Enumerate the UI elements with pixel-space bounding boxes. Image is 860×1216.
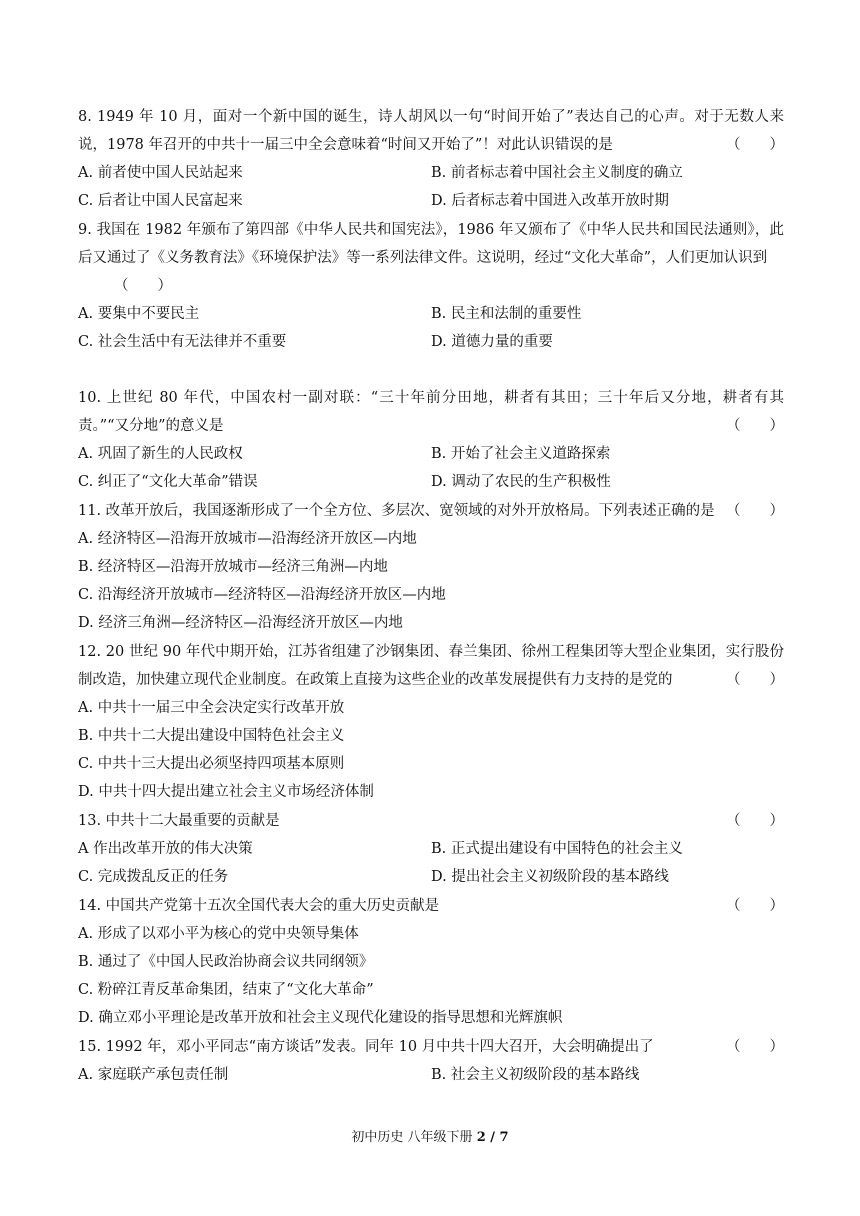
question-stem: 15. 1992 年，邓小平同志“南方谈话”发表。同年 10 月中共十四大召开，大会明确提出了 （ ） [78, 1033, 784, 1061]
question-11 [78, 497, 784, 637]
options [78, 835, 784, 891]
option-d: D. 道德力量的重要 [431, 334, 553, 350]
answer-bracket: （ ） [726, 418, 784, 434]
option-b: B. 社会主义初级阶段的基本路线 [431, 1067, 640, 1083]
option-c: C. 沿海经济开放城市—经济特区—沿海经济开放区—内地 [78, 587, 446, 603]
option-c: C. 社会生活中有无法律并不重要 [78, 334, 287, 350]
options [78, 1061, 784, 1089]
footer-label: 初中历史 八年级下册 [351, 1130, 473, 1145]
option-c: C. 纠正了“文化大革命”错误 [78, 474, 258, 490]
answer-bracket: （ ） [726, 672, 784, 688]
question-stem: 13. 中共十二大最重要的贡献是 （ ） [78, 807, 784, 835]
question-stem: 11. 改革开放后，我国逐渐形成了一个全方位、多层次、宽领域的对外开放格局。下列表述正确的是 （ ） [78, 497, 784, 525]
option-b: B. 中共十二大提出建设中国特色社会主义 [78, 728, 345, 744]
option-d: D. 提出社会主义初级阶段的基本路线 [431, 869, 669, 885]
option-b: B. 经济特区—沿海开放城市—经济三角洲—内地 [78, 559, 388, 575]
option-a: A. 经济特区—沿海开放城市—沿海经济开放区—内地 [78, 531, 417, 547]
question-15 [78, 1033, 784, 1089]
options [78, 300, 784, 356]
question-12 [78, 638, 784, 806]
option-d: D. 经济三角洲—经济特区—沿海经济开放区—内地 [78, 615, 403, 631]
option-a: A. 要集中不要民主 [78, 306, 200, 322]
question-14 [78, 892, 784, 1032]
options [78, 440, 784, 496]
answer-bracket: （ ） [114, 278, 172, 294]
option-a: A. 中共十一届三中全会决定实行改革开放 [78, 700, 345, 716]
question-10 [78, 384, 784, 496]
option-b: B. 正式提出建设有中国特色的社会主义 [431, 841, 683, 857]
option-d: D. 确立邓小平理论是改革开放和社会主义现代化建设的指导思想和光辉旗帜 [78, 1010, 563, 1026]
option-a: A 作出改革开放的伟大决策 [78, 841, 253, 857]
options [78, 525, 784, 637]
question-stem: 9. 我国在 1982 年颁布了第四部《中华人民共和国宪法》，1986 年又颁布了《中华人民共和国民法通则》，此后又通过了《义务教育法》《环境保护法》等一系列法律文件。这说明，经过“文化大革命”，人们更加认识到 [78, 222, 784, 266]
options [78, 159, 784, 215]
option-c: C. 完成拨乱反正的任务 [78, 869, 229, 885]
answer-bracket: （ ） [726, 898, 784, 914]
answer-bracket: （ ） [726, 137, 784, 153]
option-c: C. 粉碎江青反革命集团，结束了“文化大革命” [78, 982, 374, 998]
option-c: C. 后者让中国人民富起来 [78, 193, 243, 209]
option-a: A. 形成了以邓小平为核心的党中央领导集体 [78, 926, 359, 942]
answer-bracket: （ ） [726, 813, 784, 829]
question-stem: 8. 1949 年 10 月，面对一个新中国的诞生，诗人胡风以一句“时间开始了”表达自己的心声。对于无数人来说，1978 年召开的中共十一届三中全会意味着“时间又开始了”！对此认识错误的是 （ ） [78, 103, 784, 159]
answer-bracket: （ ） [726, 503, 784, 519]
page-number: 2 / 7 [476, 1130, 509, 1145]
option-b: B. 开始了社会主义道路探索 [431, 446, 611, 462]
option-a: A. 前者使中国人民站起来 [78, 165, 243, 181]
options [78, 920, 784, 1032]
question-13 [78, 807, 784, 891]
question-stem: 10. 上世纪 80 年代，中国农村一副对联：“三十年前分田地，耕者有其田；三十年后又分地，耕者有其责。”“又分地”的意义是 （ ） [78, 384, 784, 440]
option-a: A. 家庭联产承包责任制 [78, 1067, 229, 1083]
option-b: B. 前者标志着中国社会主义制度的确立 [431, 165, 683, 181]
question-stem: 12. 20 世纪 90 年代中期开始，江苏省组建了沙钢集团、春兰集团、徐州工程集团等大型企业集团，实行股份制改造，加快建立现代企业制度。在政策上直接为这些企业的改革发展提供有力支持的是党的 （ ） [78, 638, 784, 694]
answer-bracket: （ ） [726, 1039, 784, 1055]
option-a: A. 巩固了新生的人民政权 [78, 446, 243, 462]
page-footer [0, 1128, 860, 1148]
option-b: B. 民主和法制的重要性 [431, 306, 582, 322]
option-b: B. 通过了《中国人民政治协商会议共同纲领》 [78, 954, 374, 970]
option-d: D. 中共十四大提出建立社会主义市场经济体制 [78, 784, 374, 800]
option-c: C. 中共十三大提出必须坚持四项基本原则 [78, 756, 345, 772]
option-d: D. 调动了农民的生产积极性 [431, 474, 611, 490]
question-9 [78, 216, 784, 356]
option-d: D. 后者标志着中国进入改革开放时期 [431, 193, 669, 209]
options [78, 694, 784, 806]
question-8 [78, 103, 784, 215]
question-stem: 14. 中国共产党第十五次全国代表大会的重大历史贡献是 （ ） [78, 892, 784, 920]
